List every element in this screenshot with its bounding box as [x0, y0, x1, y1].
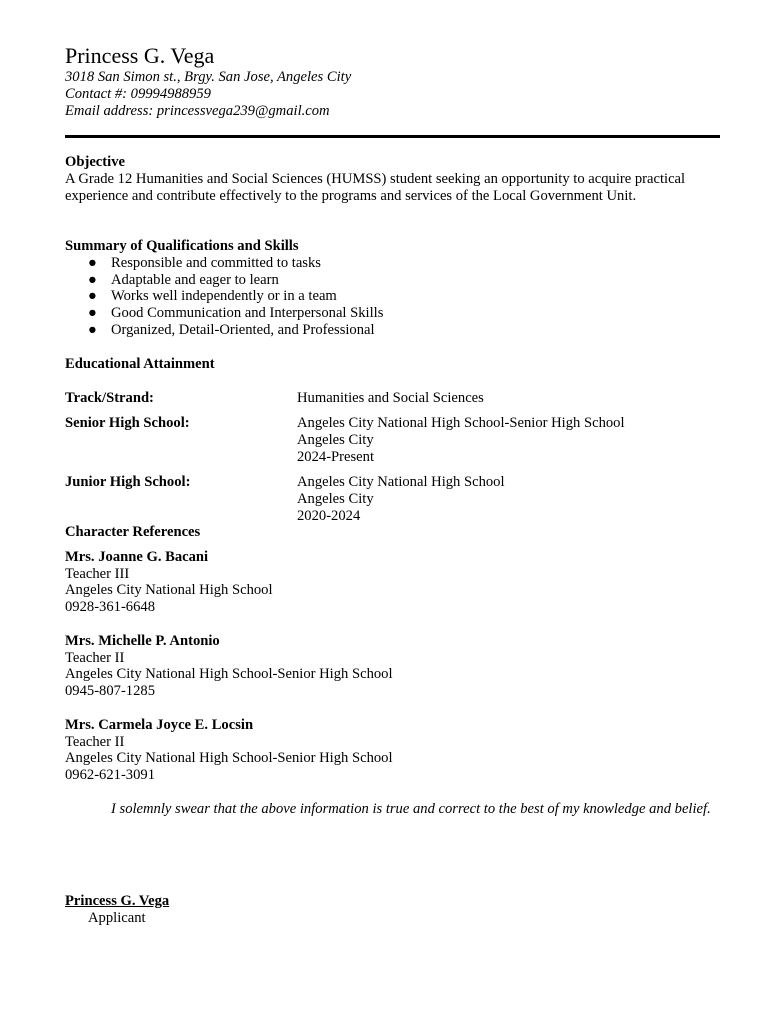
bullet-icon: ● — [88, 271, 97, 288]
reference-item — [65, 633, 720, 700]
shs-label: Senior High School: — [65, 415, 190, 431]
reference-position: Teacher II — [65, 649, 125, 666]
reference-school: Angeles City National High School-Senior High School — [65, 666, 393, 683]
objective-text: A Grade 12 Humanities and Social Sciences (HUMSS) student seeking an opportunity to acquire practical experience and contribute effectively to the programs and services of the Local Government Unit. — [65, 170, 686, 204]
email-address: Email address: princessvega239@gmail.com — [65, 102, 330, 119]
bullet-icon: ● — [88, 288, 97, 305]
resume-header — [65, 43, 351, 119]
skills-section — [65, 238, 720, 339]
objective-section — [65, 154, 720, 204]
jhs-city: Angeles City — [297, 490, 374, 507]
reference-item — [65, 549, 720, 616]
shs-years: 2024-Present — [297, 448, 375, 465]
shs-row — [65, 415, 720, 465]
reference-position: Teacher III — [65, 565, 130, 582]
list-item: ● Responsible and committed to tasks — [88, 254, 321, 271]
reference-position: Teacher II — [65, 733, 125, 750]
track-value: Humanities and Social Sciences — [297, 390, 484, 406]
shs-city: Angeles City — [297, 431, 374, 448]
shs-details — [297, 415, 625, 465]
contact-number: Contact #: 09994988959 — [65, 85, 211, 102]
reference-phone: 0962-621-3091 — [65, 767, 155, 784]
bullet-icon: ● — [88, 321, 97, 338]
applicant-name: Princess G. Vega — [65, 43, 215, 68]
education-heading: Educational Attainment — [65, 356, 215, 372]
reference-school: Angeles City National High School-Senior High School — [65, 750, 393, 767]
track-label: Track/Strand: — [65, 390, 154, 406]
oath-statement: I solemnly swear that the above information is true and correct to the best of my knowledge and belief. — [111, 801, 711, 817]
jhs-years: 2020-2024 — [297, 507, 361, 524]
signature-role: Applicant — [88, 909, 146, 926]
bullet-icon: ● — [88, 305, 97, 322]
references-section — [65, 524, 720, 801]
header-divider — [65, 135, 720, 138]
signature-block — [65, 893, 720, 927]
track-row — [65, 390, 720, 407]
bullet-icon: ● — [88, 254, 97, 271]
references-heading: Character References — [65, 524, 201, 540]
list-item: ● Good Communication and Interpersonal Skills — [88, 305, 384, 322]
shs-school: Angeles City National High School-Senior High School — [297, 415, 625, 431]
reference-name: Mrs. Carmela Joyce E. Locsin — [65, 716, 254, 733]
reference-item — [65, 717, 720, 784]
list-item: ● Organized, Detail-Oriented, and Professional — [88, 321, 375, 338]
signature-name: Princess G. Vega — [65, 893, 170, 909]
reference-phone: 0945-807-1285 — [65, 683, 155, 700]
skills-heading: Summary of Qualifications and Skills — [65, 238, 299, 254]
list-item: ● Adaptable and eager to learn — [88, 271, 279, 288]
reference-school: Angeles City National High School — [65, 582, 273, 599]
reference-name: Mrs. Michelle P. Antonio — [65, 632, 220, 649]
jhs-row — [65, 474, 720, 524]
jhs-details — [297, 474, 505, 524]
jhs-label: Junior High School: — [65, 474, 191, 490]
objective-heading: Objective — [65, 154, 125, 170]
education-section — [65, 356, 720, 373]
reference-phone: 0928-361-6648 — [65, 599, 155, 616]
address: 3018 San Simon st., Brgy. San Jose, Angeles City — [65, 69, 352, 85]
jhs-school: Angeles City National High School — [297, 474, 505, 490]
reference-name: Mrs. Joanne G. Bacani — [65, 548, 209, 565]
list-item: ● Works well independently or in a team — [88, 288, 337, 305]
skills-list — [65, 255, 720, 339]
